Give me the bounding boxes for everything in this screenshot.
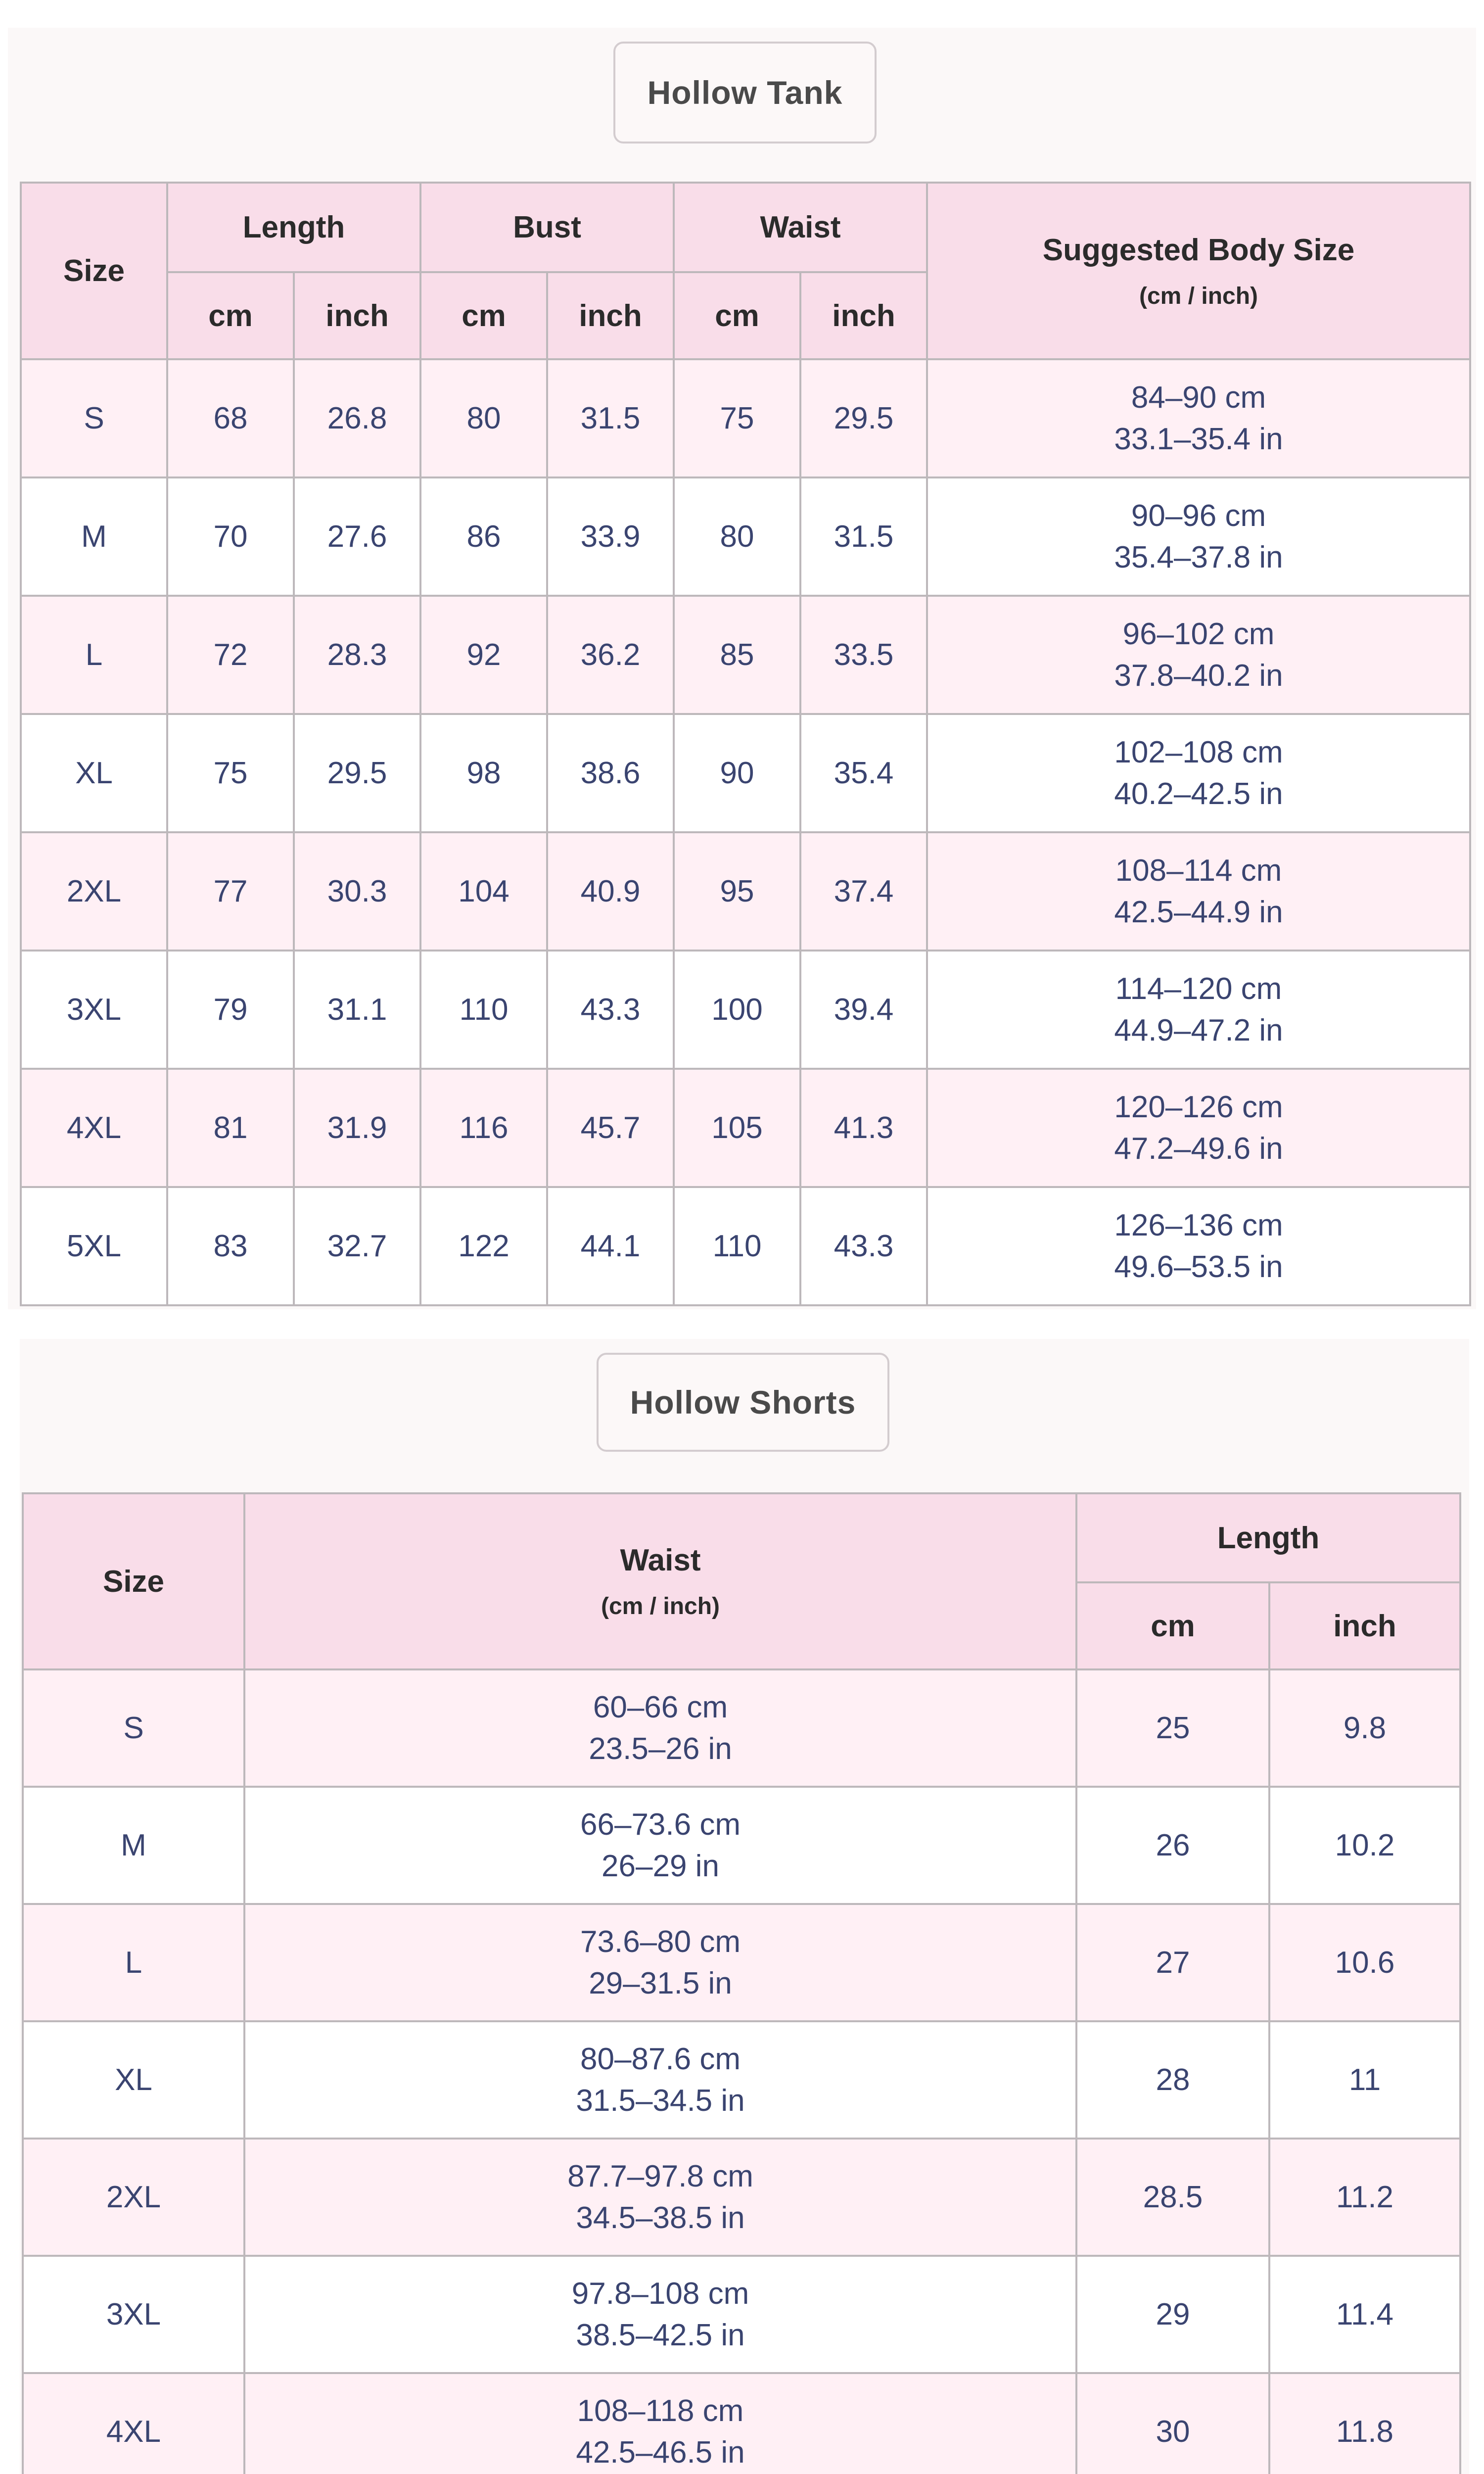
waist-cm-cell: 95 — [674, 832, 800, 951]
size-cell: 3XL — [23, 2256, 244, 2373]
waist-cm-cell: 100 — [674, 951, 800, 1069]
length-inch-cell: 10.6 — [1269, 1904, 1460, 2021]
bust-cm-cell: 110 — [420, 951, 547, 1069]
table-row — [21, 359, 1470, 477]
size-cell: L — [21, 596, 167, 714]
tank-title: Hollow Tank — [613, 42, 877, 143]
bust-cm-cell: 122 — [420, 1187, 547, 1305]
length-cm-cell: 29 — [1076, 2256, 1269, 2373]
tank-header-length: Length — [167, 183, 420, 272]
body-size-inch: 47.2–49.6 in — [1114, 1131, 1283, 1166]
shorts-header-length-cm: cm — [1076, 1582, 1269, 1669]
size-cell: 4XL — [23, 2373, 244, 2474]
tank-header-length-inch: inch — [294, 272, 420, 359]
waist-cm-cell: 110 — [674, 1187, 800, 1305]
table-row — [21, 1187, 1470, 1305]
waist-range-cm: 73.6–80 cm — [580, 1924, 741, 1959]
body-size-cm: 120–126 cm — [1114, 1090, 1283, 1124]
tank-header-bust-inch: inch — [547, 272, 674, 359]
size-cell: S — [21, 359, 167, 477]
tank-header-suggested — [927, 183, 1470, 359]
table-row — [23, 2139, 1460, 2256]
waist-inch-cell: 33.5 — [800, 596, 927, 714]
waist-range-cm: 108–118 cm — [577, 2393, 744, 2428]
body-size-inch: 40.2–42.5 in — [1114, 776, 1283, 811]
body-size-cell — [927, 714, 1470, 832]
length-inch-cell: 32.7 — [294, 1187, 420, 1305]
shorts-size-table — [22, 1492, 1461, 2474]
waist-range-cm: 97.8–108 cm — [571, 2276, 749, 2311]
length-cm-cell: 28.5 — [1076, 2139, 1269, 2256]
waist-range-cm: 66–73.6 cm — [580, 1807, 741, 1842]
waist-cm-cell: 85 — [674, 596, 800, 714]
bust-cm-cell: 86 — [420, 477, 547, 596]
length-cm-cell: 26 — [1076, 1787, 1269, 1904]
length-inch-cell: 27.6 — [294, 477, 420, 596]
waist-range-inch: 26–29 in — [602, 1849, 719, 1883]
length-cm-cell: 28 — [1076, 2021, 1269, 2139]
tank-header-suggested-label: Suggested Body Size — [1042, 233, 1355, 267]
body-size-cell — [927, 951, 1470, 1069]
table-row — [23, 2373, 1460, 2474]
waist-range-cell — [244, 2256, 1076, 2373]
body-size-cell — [927, 359, 1470, 477]
length-inch-cell: 31.1 — [294, 951, 420, 1069]
waist-range-cell — [244, 1904, 1076, 2021]
size-cell: XL — [21, 714, 167, 832]
length-inch-cell: 10.2 — [1269, 1787, 1460, 1904]
length-cm-cell: 72 — [167, 596, 294, 714]
bust-inch-cell: 36.2 — [547, 596, 674, 714]
bust-cm-cell: 80 — [420, 359, 547, 477]
length-inch-cell: 11 — [1269, 2021, 1460, 2139]
table-row — [21, 1069, 1470, 1187]
table-row — [21, 951, 1470, 1069]
size-cell: XL — [23, 2021, 244, 2139]
waist-range-inch: 29–31.5 in — [589, 1966, 732, 2000]
body-size-cell — [927, 596, 1470, 714]
body-size-inch: 42.5–44.9 in — [1114, 895, 1283, 929]
waist-range-inch: 31.5–34.5 in — [576, 2083, 745, 2118]
shorts-header-waist-label: Waist — [620, 1543, 701, 1577]
size-cell: 2XL — [23, 2139, 244, 2256]
waist-inch-cell: 43.3 — [800, 1187, 927, 1305]
bust-inch-cell: 44.1 — [547, 1187, 674, 1305]
size-cell: 4XL — [21, 1069, 167, 1187]
waist-range-cm: 80–87.6 cm — [580, 2042, 741, 2076]
tank-header-waist-cm: cm — [674, 272, 800, 359]
bust-inch-cell: 40.9 — [547, 832, 674, 951]
length-cm-cell: 25 — [1076, 1669, 1269, 1787]
waist-range-inch: 38.5–42.5 in — [576, 2318, 745, 2352]
length-inch-cell: 28.3 — [294, 596, 420, 714]
shorts-header-length: Length — [1076, 1493, 1460, 1582]
table-row — [21, 477, 1470, 596]
body-size-cm: 114–120 cm — [1115, 971, 1282, 1006]
body-size-inch: 33.1–35.4 in — [1114, 422, 1283, 456]
length-inch-cell: 29.5 — [294, 714, 420, 832]
length-inch-cell: 11.4 — [1269, 2256, 1460, 2373]
waist-inch-cell: 37.4 — [800, 832, 927, 951]
body-size-inch: 35.4–37.8 in — [1114, 540, 1283, 574]
length-cm-cell: 79 — [167, 951, 294, 1069]
waist-range-cm: 60–66 cm — [593, 1690, 728, 1724]
length-inch-cell: 9.8 — [1269, 1669, 1460, 1787]
waist-range-cell — [244, 1787, 1076, 1904]
body-size-cm: 90–96 cm — [1131, 498, 1266, 533]
waist-inch-cell: 31.5 — [800, 477, 927, 596]
body-size-inch: 44.9–47.2 in — [1114, 1013, 1283, 1047]
waist-range-cell — [244, 2021, 1076, 2139]
length-inch-cell: 30.3 — [294, 832, 420, 951]
table-row — [21, 832, 1470, 951]
waist-range-inch: 42.5–46.5 in — [576, 2435, 745, 2470]
tank-header-size: Size — [21, 183, 167, 359]
tank-size-table — [20, 182, 1471, 1306]
shorts-header-length-inch: inch — [1269, 1582, 1460, 1669]
waist-cm-cell: 80 — [674, 477, 800, 596]
size-cell: S — [23, 1669, 244, 1787]
waist-cm-cell: 90 — [674, 714, 800, 832]
tank-header-bust: Bust — [420, 183, 674, 272]
waist-inch-cell: 29.5 — [800, 359, 927, 477]
bust-inch-cell: 45.7 — [547, 1069, 674, 1187]
shorts-header-waist-sub: (cm / inch) — [601, 1593, 720, 1619]
length-inch-cell: 31.9 — [294, 1069, 420, 1187]
length-cm-cell: 70 — [167, 477, 294, 596]
length-cm-cell: 77 — [167, 832, 294, 951]
tank-header-waist: Waist — [674, 183, 927, 272]
shorts-table-body — [23, 1669, 1460, 2474]
size-cell: M — [23, 1787, 244, 1904]
table-row — [21, 714, 1470, 832]
length-inch-cell: 26.8 — [294, 359, 420, 477]
tank-table-body — [21, 359, 1470, 1305]
table-row — [23, 1904, 1460, 2021]
waist-range-cell — [244, 2139, 1076, 2256]
tank-header-length-cm: cm — [167, 272, 294, 359]
tank-header-bust-cm: cm — [420, 272, 547, 359]
body-size-cm: 96–102 cm — [1122, 617, 1275, 651]
table-row — [21, 596, 1470, 714]
body-size-cm: 126–136 cm — [1114, 1208, 1283, 1242]
length-cm-cell: 83 — [167, 1187, 294, 1305]
tank-header-suggested-sub: (cm / inch) — [1139, 283, 1258, 309]
body-size-cm: 108–114 cm — [1115, 853, 1282, 888]
size-cell: 5XL — [21, 1187, 167, 1305]
waist-cm-cell: 105 — [674, 1069, 800, 1187]
body-size-cell — [927, 477, 1470, 596]
tank-header-waist-inch: inch — [800, 272, 927, 359]
bust-cm-cell: 92 — [420, 596, 547, 714]
shorts-header-waist — [244, 1493, 1076, 1669]
table-row — [23, 1787, 1460, 1904]
waist-cm-cell: 75 — [674, 359, 800, 477]
body-size-inch: 49.6–53.5 in — [1114, 1249, 1283, 1284]
bust-inch-cell: 38.6 — [547, 714, 674, 832]
waist-range-cell — [244, 1669, 1076, 1787]
table-row — [23, 1669, 1460, 1787]
body-size-cell — [927, 832, 1470, 951]
size-cell: 3XL — [21, 951, 167, 1069]
length-cm-cell: 30 — [1076, 2373, 1269, 2474]
table-row — [23, 2021, 1460, 2139]
waist-inch-cell: 39.4 — [800, 951, 927, 1069]
bust-inch-cell: 33.9 — [547, 477, 674, 596]
length-inch-cell: 11.2 — [1269, 2139, 1460, 2256]
waist-inch-cell: 35.4 — [800, 714, 927, 832]
body-size-inch: 37.8–40.2 in — [1114, 658, 1283, 693]
waist-range-inch: 34.5–38.5 in — [576, 2200, 745, 2235]
bust-inch-cell: 43.3 — [547, 951, 674, 1069]
body-size-cm: 102–108 cm — [1114, 735, 1283, 769]
waist-range-inch: 23.5–26 in — [589, 1731, 732, 1766]
body-size-cell — [927, 1187, 1470, 1305]
size-cell: L — [23, 1904, 244, 2021]
bust-cm-cell: 104 — [420, 832, 547, 951]
length-cm-cell: 27 — [1076, 1904, 1269, 2021]
length-cm-cell: 75 — [167, 714, 294, 832]
table-row — [23, 2256, 1460, 2373]
bust-cm-cell: 116 — [420, 1069, 547, 1187]
size-cell: 2XL — [21, 832, 167, 951]
waist-inch-cell: 41.3 — [800, 1069, 927, 1187]
length-inch-cell: 11.8 — [1269, 2373, 1460, 2474]
bust-cm-cell: 98 — [420, 714, 547, 832]
waist-range-cell — [244, 2373, 1076, 2474]
length-cm-cell: 81 — [167, 1069, 294, 1187]
waist-range-cm: 87.7–97.8 cm — [567, 2159, 753, 2193]
length-cm-cell: 68 — [167, 359, 294, 477]
shorts-header-size: Size — [23, 1493, 244, 1669]
shorts-title: Hollow Shorts — [597, 1353, 889, 1452]
size-cell: M — [21, 477, 167, 596]
body-size-cell — [927, 1069, 1470, 1187]
body-size-cm: 84–90 cm — [1131, 380, 1266, 415]
bust-inch-cell: 31.5 — [547, 359, 674, 477]
